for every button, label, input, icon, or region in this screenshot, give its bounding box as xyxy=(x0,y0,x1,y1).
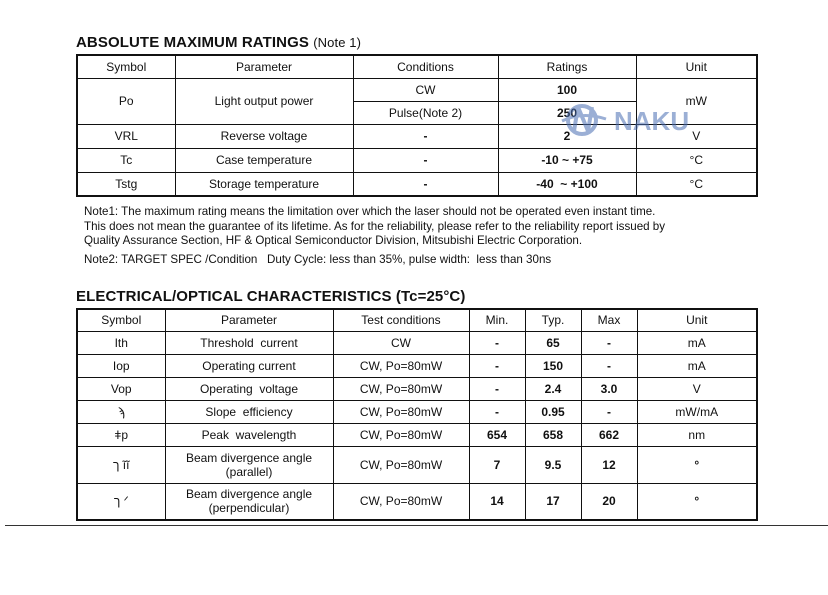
abs-header-ratings: Ratings xyxy=(498,55,636,78)
abs-cell-unit: °C xyxy=(636,172,757,196)
abs-header-unit: Unit xyxy=(636,55,757,78)
elec-cell-test: CW, Po=80mW xyxy=(333,354,469,377)
abs-cell-conditions: - xyxy=(353,148,498,172)
elec-cell-parameter: Operating voltage xyxy=(165,377,333,400)
abs-cell-conditions: Pulse(Note 2) xyxy=(353,101,498,124)
abs-row-tstg xyxy=(77,172,757,196)
elec-cell-typ: 2.4 xyxy=(525,377,581,400)
elec-cell-test: CW, Po=80mW xyxy=(333,483,469,520)
elec-cell-min: - xyxy=(469,331,525,354)
elec-cell-test: CW, Po=80mW xyxy=(333,400,469,423)
elec-cell-symbol: ך ᐟ xyxy=(77,483,165,520)
elec-table xyxy=(76,308,758,521)
abs-row-tc xyxy=(77,148,757,172)
abs-ratings-title-text: ABSOLUTE MAXIMUM RATINGS xyxy=(76,34,309,51)
abs-header-row xyxy=(77,55,757,78)
elec-cell-min: 654 xyxy=(469,423,525,446)
abs-cell-unit: mW xyxy=(636,78,757,124)
abs-ratings-title xyxy=(76,34,361,51)
abs-header-parameter: Parameter xyxy=(175,55,353,78)
elec-cell-parameter: Operating current xyxy=(165,354,333,377)
elec-cell-max: - xyxy=(581,354,637,377)
abs-cell-unit: °C xyxy=(636,148,757,172)
abs-cell-conditions: CW xyxy=(353,78,498,101)
elec-cell-unit: V xyxy=(637,377,757,400)
abs-cell-parameter: Case temperature xyxy=(175,148,353,172)
elec-header-typ: Typ. xyxy=(525,309,581,331)
elec-cell-typ: 0.95 xyxy=(525,400,581,423)
abs-cell-symbol: Po xyxy=(77,78,175,124)
elec-cell-symbol: Vop xyxy=(77,377,165,400)
elec-cell-unit: mW/mA xyxy=(637,400,757,423)
notes-block xyxy=(84,205,665,267)
page-divider xyxy=(5,525,828,526)
elec-row xyxy=(77,354,757,377)
elec-cell-min: 14 xyxy=(469,483,525,520)
elec-cell-unit: mA xyxy=(637,354,757,377)
elec-cell-min: - xyxy=(469,354,525,377)
elec-cell-parameter: Slope efficiency xyxy=(165,400,333,423)
abs-cell-rating: 2 xyxy=(498,124,636,148)
abs-cell-rating: -10 ~ +75 xyxy=(498,148,636,172)
elec-cell-typ: 150 xyxy=(525,354,581,377)
elec-cell-symbol: ך ĩĩ xyxy=(77,446,165,483)
abs-cell-parameter: Storage temperature xyxy=(175,172,353,196)
abs-cell-rating: 250 xyxy=(498,101,636,124)
elec-row xyxy=(77,446,757,483)
elec-cell-symbol: Iop xyxy=(77,354,165,377)
elec-cell-test: CW, Po=80mW xyxy=(333,377,469,400)
note2-line: Note2: TARGET SPEC /Condition Duty Cycle: less than 35%, pulse width: less than 30ns xyxy=(84,252,552,266)
elec-cell-test: CW, Po=80mW xyxy=(333,446,469,483)
elec-cell-typ: 9.5 xyxy=(525,446,581,483)
abs-cell-symbol: VRL xyxy=(77,124,175,148)
abs-cell-parameter: Light output power xyxy=(175,78,353,124)
elec-title: ELECTRICAL/OPTICAL CHARACTERISTICS (Tc=25°C) xyxy=(76,288,466,305)
elec-cell-test: CW xyxy=(333,331,469,354)
abs-cell-parameter: Reverse voltage xyxy=(175,124,353,148)
abs-header-conditions: Conditions xyxy=(353,55,498,78)
abs-ratings-title-note: (Note 1) xyxy=(313,35,361,50)
elec-cell-max: - xyxy=(581,400,637,423)
elec-cell-parameter-line2: (perpendicular) xyxy=(208,501,290,516)
elec-cell-unit: ° xyxy=(637,446,757,483)
elec-cell-max: - xyxy=(581,331,637,354)
abs-cell-rating: -40 ~ +100 xyxy=(498,172,636,196)
elec-cell-unit: nm xyxy=(637,423,757,446)
abs-cell-symbol: Tc xyxy=(77,148,175,172)
elec-row xyxy=(77,331,757,354)
elec-header-symbol: Symbol xyxy=(77,309,165,331)
abs-cell-symbol: Tstg xyxy=(77,172,175,196)
elec-row xyxy=(77,483,757,520)
elec-cell-parameter-line1: Beam divergence angle xyxy=(185,450,313,465)
elec-cell-typ: 65 xyxy=(525,331,581,354)
elec-cell-parameter xyxy=(165,483,333,520)
elec-row xyxy=(77,400,757,423)
abs-cell-rating: 100 xyxy=(498,78,636,101)
note1-line1: Note1: The maximum rating means the limitation over which the laser should not be operated even instant time. xyxy=(84,205,656,218)
naku-logo-text: NAKU xyxy=(614,106,690,136)
elec-cell-unit: ° xyxy=(637,483,757,520)
elec-header-test: Test conditions xyxy=(333,309,469,331)
elec-cell-parameter: Threshold current xyxy=(165,331,333,354)
abs-header-symbol: Symbol xyxy=(77,55,175,78)
naku-logo xyxy=(560,97,750,143)
elec-cell-max: 12 xyxy=(581,446,637,483)
elec-cell-parameter: Peak wavelength xyxy=(165,423,333,446)
elec-cell-parameter-line2: (parallel) xyxy=(225,464,273,479)
elec-cell-typ: 658 xyxy=(525,423,581,446)
note1-line2: This does not mean the guarantee of its lifetime. As for the reliability, please refer to the reliability report issued by xyxy=(84,219,666,233)
elec-cell-symbol: ϡ xyxy=(77,400,165,423)
elec-cell-min: - xyxy=(469,377,525,400)
abs-cell-unit: V xyxy=(636,124,757,148)
elec-row xyxy=(77,423,757,446)
elec-cell-max: 662 xyxy=(581,423,637,446)
elec-cell-max: 20 xyxy=(581,483,637,520)
abs-cell-conditions: - xyxy=(353,124,498,148)
elec-row xyxy=(77,377,757,400)
elec-header-min: Min. xyxy=(469,309,525,331)
elec-cell-unit: mA xyxy=(637,331,757,354)
elec-cell-parameter-line1: Beam divergence angle xyxy=(185,487,313,502)
elec-cell-test: CW, Po=80mW xyxy=(333,423,469,446)
elec-header-max: Max xyxy=(581,309,637,331)
elec-cell-max: 3.0 xyxy=(581,377,637,400)
elec-cell-symbol: ǂp xyxy=(77,423,165,446)
elec-cell-parameter xyxy=(165,446,333,483)
elec-header-parameter: Parameter xyxy=(165,309,333,331)
abs-cell-conditions: - xyxy=(353,172,498,196)
elec-cell-symbol: Ith xyxy=(77,331,165,354)
elec-header-unit: Unit xyxy=(637,309,757,331)
elec-cell-typ: 17 xyxy=(525,483,581,520)
note1-line3: Quality Assurance Section, HF & Optical Semiconductor Division, Mitsubishi Electric Corporation. xyxy=(84,234,583,248)
elec-cell-min: - xyxy=(469,400,525,423)
elec-cell-min: 7 xyxy=(469,446,525,483)
elec-header-row xyxy=(77,309,757,331)
